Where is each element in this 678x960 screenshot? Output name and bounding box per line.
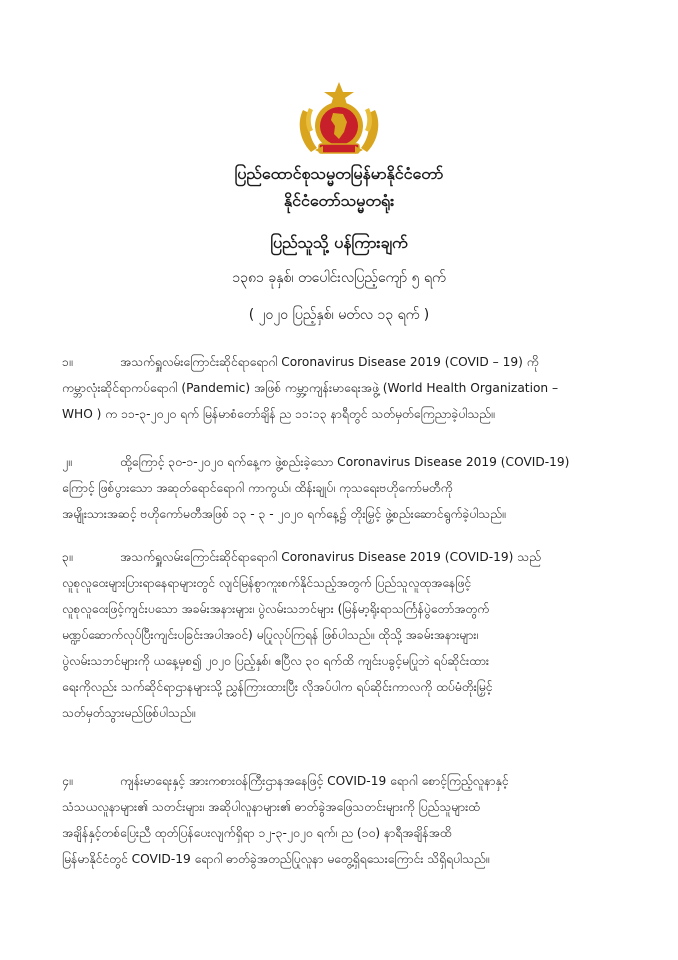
paragraph-line: မဏ္ဍပ်ဆောက်လုပ်ပြီးကျင်းပခြင်းအပါအဝင်) မပြုလုပ်ကြရန် ဖြစ်ပါသည်။ ထိုသို့ အခမ်းအနားများ၊	[62, 628, 479, 642]
paragraph-text: အသက်ရှူလမ်းကြောင်းဆိုင်ရာရောဂါ Coronavirus Disease 2019 (COVID-19) သည်	[120, 550, 541, 564]
paragraph-line: မြန်မာနိုင်ငံတွင် COVID-19 ရောဂါ ဓာတ်ခွဲအတည်ပြုလူနာ မတွေ့ရှိရသေးကြောင်း သိရှိရပါသည်။	[62, 852, 490, 866]
paragraph-number: ၄။	[62, 774, 73, 788]
paragraph-line: ကမ္ဘာလုံးဆိုင်ရာကပ်ရောဂါ (Pandemic) အဖြစ် ကမ္ဘာ့ကျန်းမာရေးအဖွဲ့ (World Health Organization –	[62, 381, 559, 395]
paragraph-number: ၁။	[62, 355, 73, 369]
paragraph-3	[62, 544, 624, 726]
paragraph-2	[62, 449, 624, 527]
state-seal-emblem-icon	[289, 80, 389, 158]
paragraph-4	[62, 768, 624, 872]
paragraph-text: ကျန်းမာရေးနှင့် အားကစားဝန်ကြီးဌာနအနေဖြင့် COVID-19 ရောဂါ စောင့်ကြည့်လူနာနှင့်	[120, 774, 509, 788]
paragraph-line: လူစုလူဝေးဖြင့်ကျင်းပသော အခမ်းအနားများ၊ ပွဲလမ်းသဘင်များ (မြန်မာ့ရိုးရာသင်္ကြန်ပွဲတော်အတွက်	[62, 602, 490, 616]
paragraph-line: သံသယလူနာများ၏ သတင်းများ၊ အဆိုပါလူနာများ၏ ဓာတ်ခွဲအဖြေသတင်းများကို ပြည်သူများထံ	[62, 800, 480, 814]
paragraph-text: အသက်ရှူလမ်းကြောင်းဆိုင်ရာရောဂါ Coronavirus Disease 2019 (COVID – 19) ကို	[120, 355, 539, 369]
office-name-heading: နိုင်ငံတော်သမ္မတရုံး	[283, 191, 395, 210]
paragraph-line: ပွဲလမ်းသဘင်များကို ယနေ့မှစ၍ ၂၀၂၀ ပြည့်နှစ်၊ ဧပြီလ ၃၀ ရက်ထိ ကျင်းပခွင့်မပြုဘဲ ရပ်ဆိုင်းထား	[62, 654, 490, 668]
paragraph-line	[62, 768, 624, 794]
date-gregorian: ( ၂၀၂၀ ပြည့်နှစ်၊ မတ်လ ၁၃ ရက် )	[248, 307, 430, 323]
paragraph-line: အမျိုးသားအဆင့် ဗဟိုကော်မတီအဖြစ် ၁၃ - ၃ - ၂၀၂၀ ရက်နေ့၌ တိုးမြှင့် ဖွဲ့စည်းဆောင်ရွက်ခဲ့ပါသည်။	[62, 507, 506, 521]
country-name-heading: ပြည်ထောင်စုသမ္မတမြန်မာနိုင်ငံတော်	[234, 164, 444, 183]
paragraph-line: သတ်မှတ်သွားမည်ဖြစ်ပါသည်။	[62, 706, 196, 720]
date-myanmar-calendar: ၁၃၈၁ ခုနှစ်၊ တပေါင်းလပြည့်ကျော် ၅ ရက်	[232, 270, 446, 286]
paragraph-line: လူစုလူဝေးများပြားရာနေရာများတွင် လျင်မြန်စွာကူးစက်နိုင်သည့်အတွက် ပြည်သူလူထုအနေဖြင့်	[62, 576, 472, 590]
paragraph-line: ကြောင့် ဖြစ်ပွားသော အဆုတ်ရောင်ရောဂါ ကာကွယ်၊ ထိန်းချုပ်၊ ကုသရေးဗဟိုကော်မတီကို	[62, 481, 453, 495]
paragraph-line: WHO ) က ၁၁-၃-၂၀၂၀ ရက် မြန်မာစံတော်ချိန် ည ၁၁:၁၃ နာရီတွင် သတ်မှတ်ကြေညာခဲ့ပါသည်။	[62, 407, 495, 421]
paragraph-line	[62, 544, 624, 570]
paragraph-line	[62, 349, 624, 375]
paragraph-number: ၂။	[62, 455, 72, 469]
paragraph-line: အချိန်နှင့်တစ်ပြေးညီ ထုတ်ပြန်ပေးလျက်ရှိရာ ၁၂-၃-၂၀၂၀ ရက်၊ ည (၁၀) နာရီအချိန်အထိ	[62, 826, 452, 840]
paragraph-text: ထို့ကြောင့် ၃၀-၁-၂၀၂၀ ရက်နေ့က ဖွဲ့စည်းခဲ့သော Coronavirus Disease 2019 (COVID-19)	[120, 455, 570, 469]
document-type-heading: ပြည်သူသို့ ပန်ကြားချက်	[270, 233, 408, 252]
paragraph-1	[62, 349, 624, 427]
paragraph-number: ၃။	[62, 550, 73, 564]
paragraph-line	[62, 449, 624, 475]
paragraph-line: ရေးကိုလည်း သက်ဆိုင်ရာဌာနများသို့ ညွှန်ကြားထားပြီး လိုအပ်ပါက ရပ်ဆိုင်းကာလကို ထပ်မံတိုးမြှင့်	[62, 680, 493, 694]
